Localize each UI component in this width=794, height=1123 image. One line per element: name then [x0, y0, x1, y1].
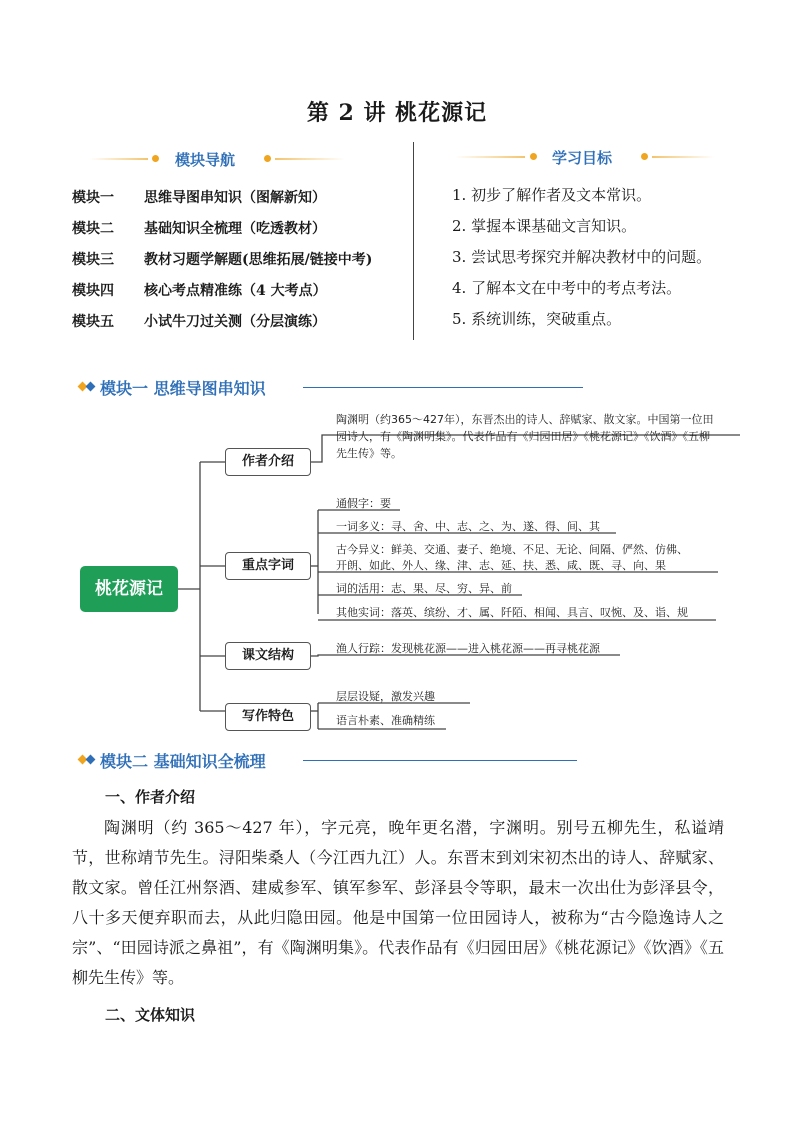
section-author-title: 一、作者介绍 [105, 788, 196, 806]
nav-item-label: 思维导图串知识（图解新知） [144, 190, 326, 206]
nav-item-key: 模块五 [72, 314, 114, 330]
module2-heading: 模块二 基础知识全梳理 [100, 752, 266, 771]
mindmap-root: 桃花源记 [80, 566, 178, 612]
nav-item-key: 模块二 [72, 221, 114, 237]
nav-heading: 模块导航 [175, 151, 236, 169]
mindmap-branch-structure: 课文结构 [225, 642, 311, 670]
module1-heading: 模块一 思维导图串知识 [100, 379, 266, 398]
mindmap-branch-keywords: 重点字词 [225, 552, 311, 580]
nav-item-label: 基础知识全梳理（吃透教材） [144, 221, 326, 237]
nav-item-key: 模块四 [72, 283, 114, 299]
mindmap-leaf-author: 陶渊明（约365～427年），东晋杰出的诗人、辞赋家、散文家。中国第一位田园诗人，有《陶渊明集》。代表作品有《归园田居》《桃花源记》《饮酒》《五柳先生传》等。 [336, 413, 714, 460]
mindmap-leaf-keyword-6: 其他实词：落英、缤纷、才、属、阡陌、相闻、具言、叹惋、及、诣、规 [336, 606, 688, 619]
mindmap-branch-features: 写作特色 [225, 703, 311, 731]
mindmap-leaf-keyword-4: 开朗、如此、外人、缘、津、志、延、扶、悉、咸、既、寻、向、果 [336, 559, 666, 572]
nav-item-label: 教材习题学解题(思维拓展/链接中考) [144, 252, 373, 268]
section-author-text: 陶渊明（约 365～427 年），字元亮，晚年更名潜，字渊明。别号五柳先生，私谥靖节，世称靖节先生。浔阳柴桑人（今江西九江）人。东晋末到刘宋初杰出的诗人、辞赋家、散文家。曾任江州祭酒、建威参军、镇军参军、彭泽县令等职，最末一次出仕为彭泽县令，八十多天便弃职而去，从此归隐田园。他是中国第一位田园诗人，被称为“古今隐逸诗人之宗”、“田园诗派之鼻祖”，有《陶渊明集》。代表作品有《归园田居》《桃花源记》《饮酒》《五柳先生传》等。 [72, 818, 724, 987]
goal-item-4: 4. 了解本文在中考中的考点考法。 [452, 279, 682, 297]
goal-item-1: 1. 初步了解作者及文本常识。 [452, 186, 652, 204]
mindmap-leaf-feature-1: 层层设疑，激发兴趣 [336, 690, 435, 703]
mindmap-leaf-keyword-1: 通假字：要 [336, 497, 391, 510]
page-title: 第 2 讲 桃花源记 [306, 100, 488, 126]
section-genre-title: 二、文体知识 [105, 1006, 196, 1024]
mindmap-leaf-keyword-5: 词的活用：志、果、尽、穷、异、前 [336, 582, 512, 595]
nav-item-key: 模块一 [72, 190, 114, 206]
mindmap-leaf-feature-2: 语言朴素、准确精练 [336, 714, 435, 727]
goal-item-5: 5. 系统训练，突破重点。 [452, 310, 622, 328]
goals-heading: 学习目标 [552, 149, 613, 167]
goal-item-3: 3. 尝试思考探究并解决教材中的问题。 [452, 248, 712, 266]
nav-item-label: 核心考点精准练（4 大考点） [144, 283, 327, 299]
goal-item-2: 2. 掌握本课基础文言知识。 [452, 217, 637, 235]
mindmap-leaf-structure: 渔人行踪：发现桃花源——进入桃花源——再寻桃花源 [336, 642, 600, 655]
module2-heading-rule [303, 760, 577, 761]
mindmap-branch-author: 作者介绍 [225, 448, 311, 476]
nav-item-key: 模块三 [72, 252, 114, 268]
mindmap-leaf-keyword-2: 一词多义：寻、舍、中、志、之、为、遂、得、间、其 [336, 520, 600, 533]
nav-item-label: 小试牛刀过关测（分层演练） [144, 314, 326, 330]
mindmap-leaf-keyword-3: 古今异义：鲜美、交通、妻子、绝境、不足、无论、间隔、俨然、仿佛、 [336, 543, 688, 556]
